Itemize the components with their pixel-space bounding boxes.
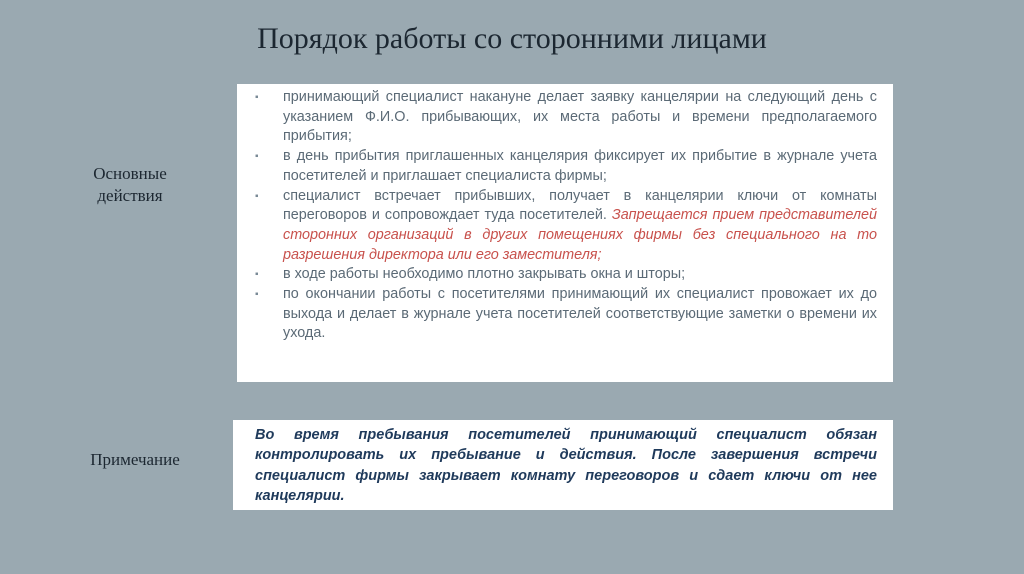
list-item <box>251 285 877 344</box>
actions-list <box>251 88 877 344</box>
action-text: специалист встречает прибывших, получает в канцелярии ключи от комнаты переговоров и сопровождает туда посетителей. <box>283 187 877 224</box>
list-item <box>251 265 877 285</box>
main-actions-label: Основные действия <box>93 164 167 205</box>
list-item <box>251 187 877 266</box>
note-text: Во время пребывания посетителей принимающий специалист обязан контролировать их пребывание и действия. После завершения встречи специалист фирмы закрывает комнату переговоров и сдает ключи от нее канцелярии. <box>255 427 877 504</box>
main-actions-box <box>237 84 893 382</box>
note-label: Примечание <box>90 450 180 469</box>
action-text: в день прибытия приглашенных канцелярия фиксирует их прибытие в журнале учета посетителей и приглашает специалиста фирмы; <box>283 148 877 184</box>
action-text: принимающий специалист накануне делает заявку канцелярии на следующий день с указанием Ф.И.О. прибывающих, их места работы и времени предполагаемого прибытия; <box>283 89 877 145</box>
list-item <box>251 147 877 186</box>
bullet-icon: ▪ <box>255 190 259 202</box>
action-text: в ходе работы необходимо плотно закрывать окна и шторы; <box>283 266 686 283</box>
bullet-icon: ▪ <box>255 289 259 301</box>
prohibition-text: Запрещается прием представителей сторонних организаций в других помещениях фирмы без специального на то разрешения директора или его заместителя; <box>283 207 877 263</box>
bullet-icon: ▪ <box>255 269 259 281</box>
bullet-icon: ▪ <box>255 151 259 163</box>
note-box <box>233 420 893 510</box>
slide-title: Порядок работы со сторонними лицами <box>257 22 767 55</box>
list-item <box>251 88 877 147</box>
bullet-icon: ▪ <box>255 92 259 103</box>
action-text: по окончании работы с посетителями принимающий их специалист провожает их до выхода и делает в журнале учета посетителей соответствующие заметки о времени их ухода. <box>283 286 877 342</box>
